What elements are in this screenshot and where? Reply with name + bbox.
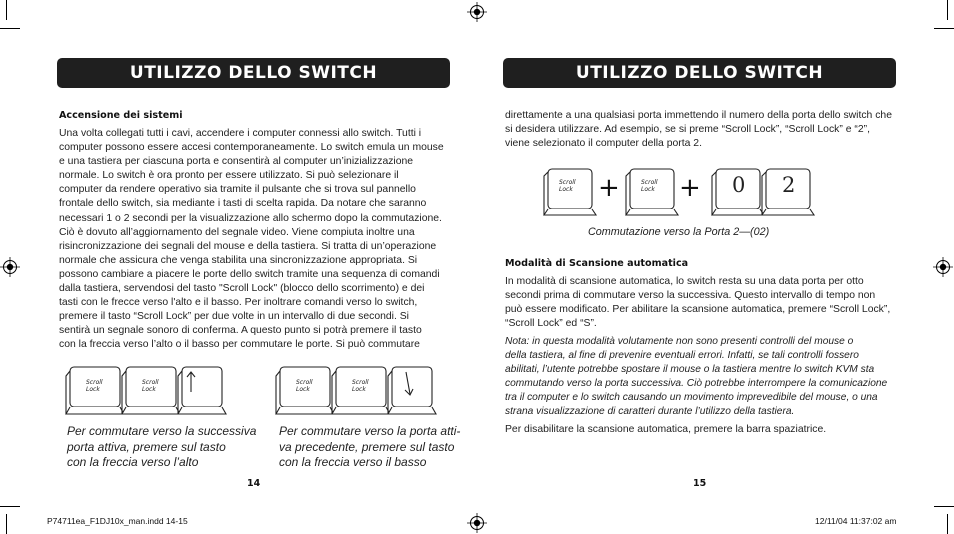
body-line: computer da rendere operativo sia tramite il pulsante che si trova sul pannello [59, 184, 416, 196]
registration-target-icon [467, 2, 487, 22]
key-label: Lock [296, 386, 310, 393]
key-label: Lock [641, 186, 655, 193]
plus-sign: + [679, 173, 701, 203]
body-line: “Scroll Lock” ed “S”. [505, 318, 597, 330]
body-line: In modalità di scansione automatica, lo switch resta su una data porta per otto [505, 276, 864, 287]
body-line: tasti con le frecce verso l'alto e il basso. Per inoltrare comandi verso lo switch, [59, 297, 418, 309]
footer-timestamp: 12/11/04 11:37:02 am [815, 516, 897, 526]
keys-down-sequence [274, 366, 464, 418]
digit-key-0 [712, 169, 764, 215]
scroll-lock-key [332, 367, 390, 414]
page-number-left: 14 [247, 478, 261, 489]
arrow-up-key [178, 367, 226, 414]
body-line: necessari 1 o 2 secondi per la visualizzazione allo schermo dopo la commutazione. [59, 212, 442, 224]
key-label: Scroll [142, 379, 159, 386]
scroll-lock-key [276, 367, 334, 414]
left-page-header: UTILIZZO DELLO SWITCH [57, 58, 450, 88]
left-body-text [59, 127, 454, 353]
body-line: premere il tasto “Scroll Lock” per due volte in un intervallo di due secondi. Si [59, 311, 409, 323]
key-label: Scroll [86, 379, 103, 386]
registration-target-icon [467, 513, 487, 533]
body-line: direttamente a una qualsiasi porta immettendo il numero della porta dello switch che [505, 110, 892, 121]
figure-caption: Commutazione verso la Porta 2—(02) [588, 226, 770, 238]
scroll-lock-key [66, 367, 124, 414]
crop-mark-top-right-v [947, 0, 948, 20]
caption-line: va precedente, premere sul tasto [279, 439, 455, 454]
key-label: Scroll [559, 179, 576, 186]
key-label: Lock [86, 386, 100, 393]
crop-mark-bottom-right-h [934, 506, 954, 507]
note-line: della tastiera, al fine di prevenire eventuali errori. Infatti, se tali controlli fossero [505, 349, 859, 361]
crop-mark-top-left-h [0, 28, 20, 29]
body-line: può essere modificato. Per abilitare la scansione automatica, premere “Scroll Lock”, [505, 304, 891, 316]
footer-file-info: P74711ea_F1DJ10x_man.indd 14-15 [47, 516, 188, 526]
body-line: risincronizzazione dei segnali del mouse e della tastiera. Si tratta di un’operazione [59, 240, 437, 252]
body-line: Ciò è dovuto all’aggiornamento del segnale video. Viene compiuta inoltre una [59, 226, 415, 238]
right-section-title: Modalità di Scansione automatica [505, 258, 689, 269]
left-section-title: Accensione dei sistemi [59, 110, 183, 121]
scroll-lock-key [544, 169, 596, 215]
arrow-down-key [388, 367, 436, 414]
body-line: frontale dello switch, sia mediante i tasti di scelta rapida. Da notare che saranno [59, 198, 427, 210]
body-line: normale. Lo switch è ora pronto per essere utilizzato. Si può selezionare il [59, 170, 399, 182]
caption-line: con la freccia verso il basso [279, 455, 427, 470]
digit-key-2 [762, 169, 814, 215]
body-line: computer possono essere accesi contemporaneamente. Lo switch emula un mouse [59, 142, 444, 154]
crop-mark-bottom-left-h [0, 506, 20, 507]
key-label: Scroll [352, 379, 369, 386]
body-line: possono cambiare a piacere le porte dello switch tramite una sequenza di comandi [59, 268, 440, 280]
key-digit: 0 [732, 173, 746, 197]
body-line: secondi prima di commutare verso la successiva. Questo intervallo di tempo non [505, 290, 876, 302]
key-label: Lock [352, 386, 366, 393]
key-label: Lock [142, 386, 156, 393]
right-note-text [505, 335, 900, 418]
caption-line: con la freccia verso l’alto [67, 455, 199, 470]
caption-line: porta attiva, premere sul tasto [67, 439, 226, 454]
note-line: commutando verso la porta successiva. Ciò potrebbe interrompere la comunicazione [505, 377, 888, 389]
caption-up-arrow [67, 424, 267, 471]
note-line: abilitati, l’utente potrebbe spostare il mouse o la tastiera mentre lo switch KVM sta [505, 363, 875, 375]
registration-target-icon [0, 257, 20, 277]
plus-sign: + [598, 173, 620, 203]
body-line: normale che assicura che venga stabilita una sincronizzazione appropriata. Si [59, 254, 418, 266]
caption-line: Per commutare verso la porta atti- [279, 424, 461, 438]
crop-mark-top-left-v [6, 0, 7, 20]
scroll-lock-key [122, 367, 180, 414]
body-line: si desidera utilizzare. Ad esempio, se si preme “Scroll Lock”, “Scroll Lock” e “2”, [505, 124, 870, 136]
key-label: Scroll [641, 179, 658, 186]
note-line: Nota: in questa modalità volutamente non sono presenti controlli del mouse o [505, 336, 854, 347]
page-number-right: 15 [693, 478, 707, 489]
body-line: sentirà un segnale sonoro di conferma. A questo punto si potrà premere il tasto [59, 325, 422, 337]
key-digit: 2 [782, 173, 796, 197]
note-line: strana visualizzazione di caratteri durante l’utilizzo della tastiera. [505, 405, 795, 417]
keys-up-sequence [64, 366, 254, 418]
crop-mark-top-right-h [934, 28, 954, 29]
caption-down-arrow [279, 424, 479, 471]
key-combo-port-2 [540, 166, 820, 220]
right-scan-text [505, 275, 900, 331]
body-line: Una volta collegati tutti i cavi, accendere i computer connessi allo switch. Tutti i [59, 128, 422, 139]
body-line: con la freccia verso l’alto o il basso per commutare le porte. Si può commutare [59, 339, 420, 351]
right-page-header: UTILIZZO DELLO SWITCH [503, 58, 896, 88]
registration-target-icon [933, 257, 953, 277]
scroll-lock-key [626, 169, 678, 215]
right-intro-text [505, 109, 900, 151]
crop-mark-bottom-right-v [947, 514, 948, 534]
key-label: Scroll [296, 379, 313, 386]
crop-mark-bottom-left-v [6, 514, 7, 534]
body-line: viene selezionato il computer della porta 2. [505, 138, 702, 150]
disable-instruction: Per disabilitare la scansione automatica, premere la barra spaziatrice. [505, 424, 827, 435]
body-line: e una tastiera per ciascuna porta e consentirà al computer un’inizializzazione [59, 156, 414, 168]
note-line: tra il computer e lo switch causando un movimento imprevedibile del mouse, o una [505, 391, 878, 403]
key-label: Lock [559, 186, 573, 193]
body-line: dalla tastiera, servendosi del tasto "Scroll Lock" (blocco dello scorrimento) e dei [59, 283, 425, 295]
caption-line: Per commutare verso la successiva [67, 424, 257, 438]
